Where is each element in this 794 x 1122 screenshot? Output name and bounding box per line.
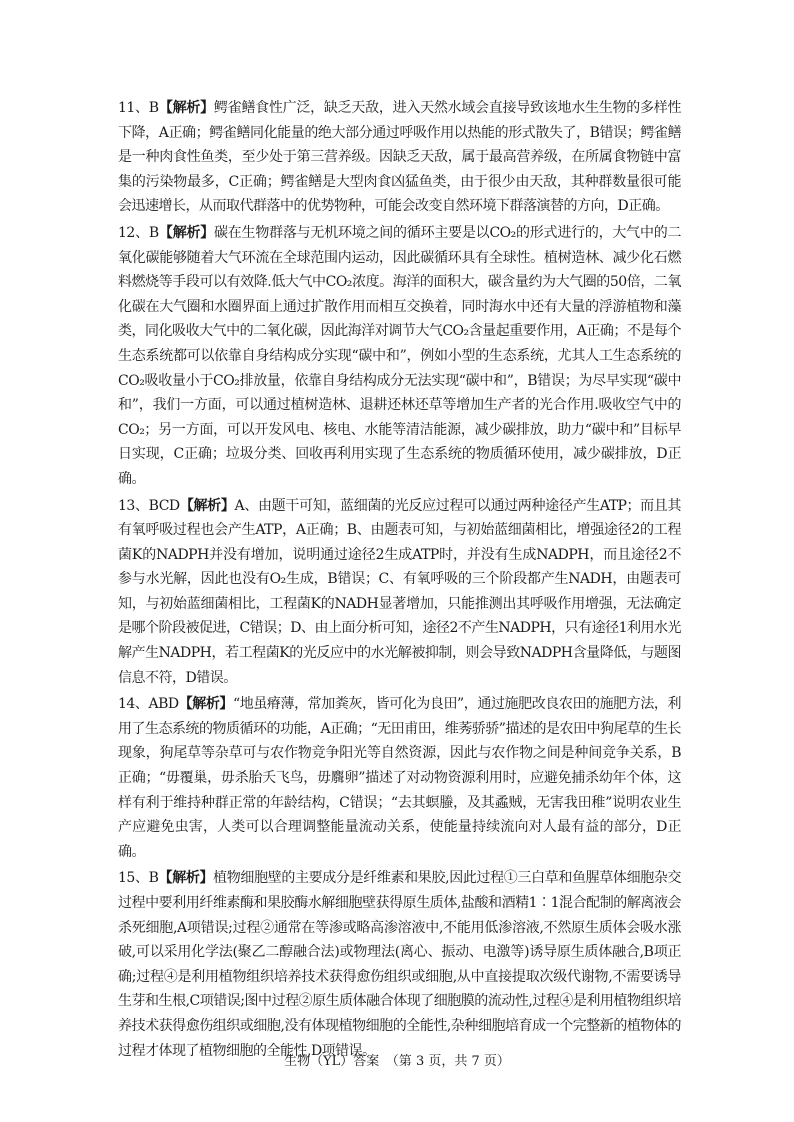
answer-item-13	[118, 494, 681, 691]
analysis-tag: 【解析】	[158, 100, 214, 116]
answer-number: 11、B	[118, 100, 159, 116]
analysis-text: 碳在生物群落与无机环境之间的循环主要是以CO₂的形式进行的，大气中的二氧化碳能够随着大气环流在全球范围内运动，因此碳循环具有全球性。植树造林、减少化石燃料燃烧等手段可以有效降.低大气中CO₂浓度。海洋的面积大，碳含量约为大气圈的50倍，二氧化碳在大气圈和水圈界面上通过扩散作用而相互交换着，同时海水中还有大量的浮游植物和藻类，同化吸收大气中的二氧化碳，因此海洋对调节大气CO₂含量起重要作用，A正确；不是每个生态系统都可以依靠自身结构成分实现“碳中和”，例如小型的生态系统，尤其人工生态系统的CO₂吸收量小于CO₂排放量，依靠自身结构成分无法实现“碳中和”，B错误；为尽早实现“碳中和”，我们一方面，可以通过植树造林、退耕还林还草等增加生产者的光合作用.吸收空气中的CO₂；另一方面，可以开发风电、核电、水能等清洁能源，减少碳排放，助力“碳中和”目标早日实现，C正确；垃圾分类、回收再利用实现了生态系统的物质循环使用，减少碳排放，D正确。	[118, 224, 681, 487]
answer-number: 13、BCD	[118, 497, 180, 514]
answer-item-14	[118, 692, 681, 864]
answer-number: 14、ABD	[118, 696, 179, 713]
analysis-text: A、由题干可知，蓝细菌的光反应过程可以通过两种途径产生ATP；而且其有氧呼吸过程也会产生ATP，A正确；B、由题表可知，与初始蓝细菌相比，增强途径2的工程菌K的NADPH并没有增加，说明通过途径2生成ATP时，并没有生成NADPH，而且途径2不参与水光解，因此也没有O₂生成，B错误；C、有氧呼吸的三个阶段都产生NADH，由题表可知，与初始蓝细菌相比，工程菌K的NADH显著增加，只能推测出其呼吸作用增强，无法确定是哪个阶段被促进，C错误；D、由上面分析可知，途径2不产生NADPH，只有途径1利用水光解产生NADPH，若工程菌K的光反应中的水光解被抑制，则会导致NADPH含量降低，与题图信息不符，D错误。	[118, 497, 681, 686]
page-footer: 生物（YL）答案 （第 3 页，共 7 页）	[284, 1054, 510, 1069]
answer-item-12	[118, 221, 681, 492]
analysis-tag: 【解析】	[158, 870, 214, 887]
analysis-tag: 【解析】	[158, 224, 215, 241]
analysis-text: “地虽瘠薄，常加粪灰，皆可化为良田”，通过施肥改良农田的施肥方法，利用了生态系统的物质循环的功能，A正确；“无田甫田，维莠骄骄”描述的是农田中狗尾草的生长现象，狗尾草等杂草可与农作物竞争阳光等自然资源，因此与农作物之间是种间竞争关系，B正确；“毋覆巢，毋杀胎夭飞鸟，毋麛卵”描述了对动物资源利用时，应避免捕杀幼年个体，这样有利于维持种群正常的年龄结构，C错误；“去其螟螣，及其蟊贼，无害我田稚”说明农业生产应避免虫害，人类可以合理调整能量流动关系，使能量持续流向对人最有益的部分，D正确。	[118, 696, 682, 860]
analysis-tag: 【解析】	[178, 696, 234, 713]
answer-content	[118, 96, 681, 1065]
answer-item-15	[118, 866, 681, 1063]
analysis-text: 植物细胞壁的主要成分是纤维素和果胶,因此过程①三白草和鱼腥草体细胞杂交过程中要利用纤维素酶和果胶酶水解细胞壁获得原生质体,盐酸和酒精1∶1混合配制的解离液会杀死细胞,A项错误;过程②通常在等渗或略高渗溶液中,不能用低渗溶液,不然原生质体会吸水涨破,可以采用化学法(聚乙二醇融合法)或物理法(离心、振动、电激等)诱导原生质体融合,B项正确;过程④是利用植物组织培养技术获得愈伤组织或细胞,从中直接提取次级代谢物,不需要诱导生芽和生根,C项错误;图中过程②原生质体融合体现了细胞膜的流动性,过程④是利用植物组织培养技术获得愈伤组织或细胞,没有体现植物细胞的全能性,杂种细胞培育成一个完整新的植物体的过程才体现了植物细胞的全能性,D项错误。	[118, 870, 682, 1059]
analysis-tag: 【解析】	[179, 497, 235, 514]
answer-number: 12、B	[118, 224, 159, 241]
answer-item-11	[118, 96, 681, 219]
answer-number: 15、B	[118, 870, 159, 887]
analysis-text: 鳄雀鳝食性广泛，缺乏天敌，进入天然水域会直接导致该地水生生物的多样性下降，A正确；鳄雀鳝同化能量的绝大部分通过呼吸作用以热能的形式散失了，B错误；鳄雀鳝是一种肉食性鱼类，至少处于第三营养级。因缺乏天敌，属于最高营养级，在所属食物链中富集的污染物最多，C正确；鳄雀鳝是大型肉食凶猛鱼类，由于很少由天敌，其种群数量很可能会迅速增长，从而取代群落中的优势物种，可能会改变自然环境下群落演替的方向，D正确。	[118, 100, 682, 215]
